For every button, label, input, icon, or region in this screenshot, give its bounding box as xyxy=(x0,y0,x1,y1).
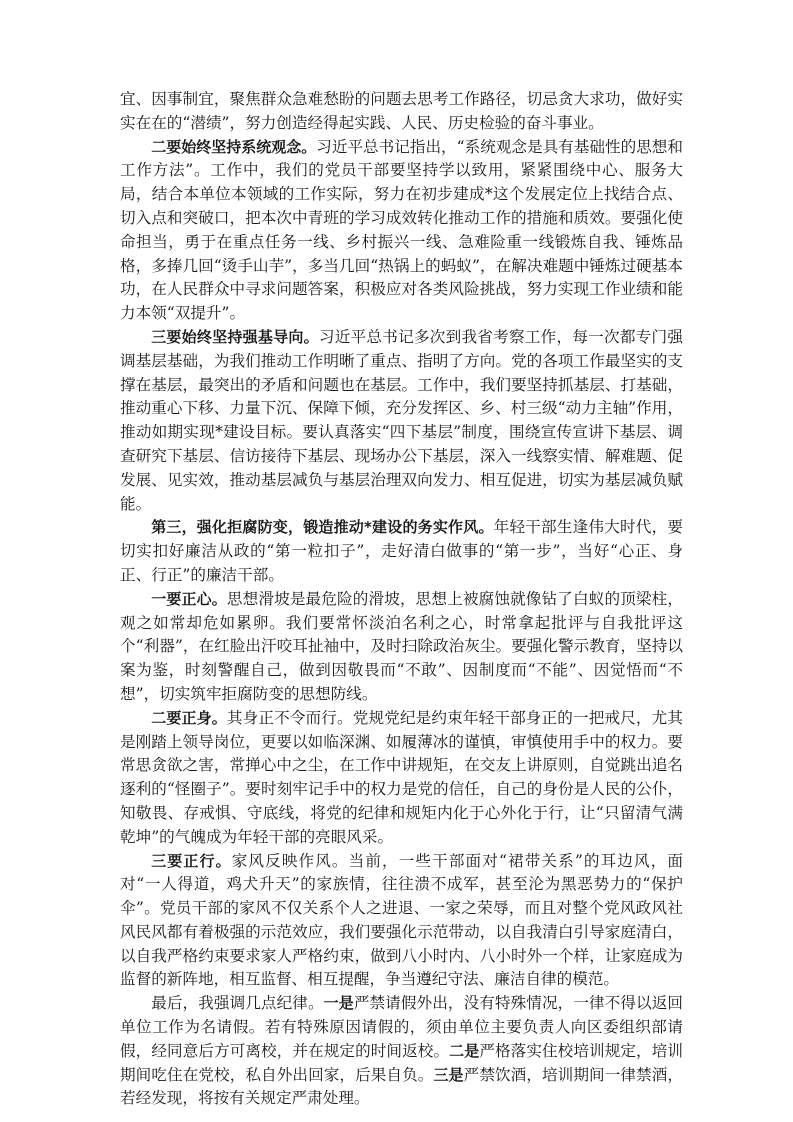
paragraph-5: 一要正心。思想滑坡是最危险的滑坡，思想上被腐蚀就像钻了白蚁的顶梁柱，观之如常却危如累卵。我们要常怀淡泊名利之心，时常拿起批评与自我批评这个“利器”，在红脸出汗咬耳扯袖中，及时扫除政治灰尘。要强化警示教育，坚持以案为鉴，时刻警醒自己，做到因敬畏而“不敢”、因制度而“不能”、因觉悟而“不想”，切实筑牢拒腐防变的思想防线。 xyxy=(120,589,683,703)
paragraph-6: 二要正身。其身正不令而行。党规党纪是约束年轻干部身正的一把戒尺，尤其是刚踏上领导岗位，更要以如临深渊、如履薄冰的谨慎，审慎使用手中的权力。要常思贪欲之害，常掸心中之尘，在工作中讲规矩，在交友上讲原则，自觉跳出追名逐利的“怪圈子”。要时刻牢记手中的权力是党的信任，自己的身份是人民的公仆，知敬畏、存戒惧、守底线，将党的纪律和规矩内化于心外化于行，让“只留清气满乾坤”的气魄成为年轻干部的亮眼风采。 xyxy=(120,708,683,846)
discipline-point-1: 一是 xyxy=(323,994,354,1013)
paragraph-heading: 二要正身。 xyxy=(151,708,227,727)
paragraph-8: 最后，我强调几点纪律。一是严禁请假外出，没有特殊情况，一律不得以返回单位工作为名请假。若有特殊原因请假的，须由单位主要负责人向区委组织部请假，经同意后方可离校，并在规定的时间返校。二是严格落实住校培训规定，培训期间吃住在党校，私自外出回家，后果自负。三是严禁饮酒，培训期间一律禁酒，若经发现，将按有关规定严肃处理。 xyxy=(120,994,683,1108)
paragraph-4: 第三，强化拒腐防变，锻造推动*建设的务实作风。年轻干部生逢伟大时代，要切实扣好廉洁从政的“第一粒扣子”，走好清白做事的“第一步”，当好“心正、身正、行正”的廉洁干部。 xyxy=(120,518,683,584)
paragraph-2: 二要始终坚持系统观念。习近平总书记指出，“系统观念是具有基础性的思想和工作方法”。工作中，我们的党员干部要坚持学以致用，紧紧围绕中心、服务大局，结合本单位本领域的工作实际，努力在初步建成*这个发展定位上找结合点、切入点和突破口，把本次中青班的学习成效转化推动工作的措施和质效。要强化使命担当，勇于在重点任务一线、乡村振兴一线、急难险重一线锻炼自我、锤炼品格，多捧几回“烫手山芋”，多当几回“热锅上的蚂蚁”，在解决难题中锤炼过硬基本功，在人民群众中寻求问题答案，积极应对各类风险挑战，努力实现工作业绩和能力本领“双提升”。 xyxy=(120,137,683,323)
paragraph-7: 三要正行。家风反映作风。当前，一些干部面对“裙带关系”的耳边风，面对“一人得道，鸡犬升天”的家族情，往往溃不成军，甚至沦为黑恶势力的“保护伞”。党员干部的家风不仅关系个人之进退、一家之荣辱，而且对整个党风政风社风民风都有着极强的示范效应，我们要强化示范带动，以自我清白引导家庭清白，以自我严格约束要求家人严格约束，做到八小时内、八小时外一个样，让家庭成为监督的新阵地，相互监督、相互提醒，争当遵纪守法、廉洁自律的模范。 xyxy=(120,851,683,989)
document-page xyxy=(120,88,683,1111)
paragraph-heading: 二要始终坚持系统观念。 xyxy=(151,137,317,156)
paragraph-3: 三要始终坚持强基导向。习近平总书记多次到我省考察工作，每一次都专门强调基层基础，为我们推动工作明晰了重点、指明了方向。党的各项工作最坚实的支撑在基层，最突出的矛盾和问题也在基层。工作中，我们要坚持抓基层、打基础，推动重心下移、力量下沉、保障下倾，充分发挥区、乡、村三级“动力主轴”作用，推动如期实现*建设目标。要认真落实“四下基层”制度，围绕宣传宣讲下基层、调查研究下基层、信访接待下基层、现场办公下基层，深入一线察实情、解难题、促发展、见实效，推动基层减负与基层治理双向发力、相互促进，切实为基层减负赋能。 xyxy=(120,327,683,513)
discipline-point-2: 二是 xyxy=(449,1041,480,1060)
paragraph-heading: 三要始终坚持强基导向。 xyxy=(151,327,319,346)
paragraph-heading: 一要正心。 xyxy=(151,589,227,608)
paragraph-heading: 三要正行。 xyxy=(151,851,232,870)
section-heading: 第三，强化拒腐防变，锻造推动*建设的务实作风。 xyxy=(151,518,494,537)
paragraph-1: 宜、因事制宜，聚焦群众急难愁盼的问题去思考工作路径，切忌贪大求功，做好实实在在的“潜绩”，努力创造经得起实践、人民、历史检验的奋斗事业。 xyxy=(120,90,683,132)
discipline-point-3: 三是 xyxy=(433,1065,464,1084)
